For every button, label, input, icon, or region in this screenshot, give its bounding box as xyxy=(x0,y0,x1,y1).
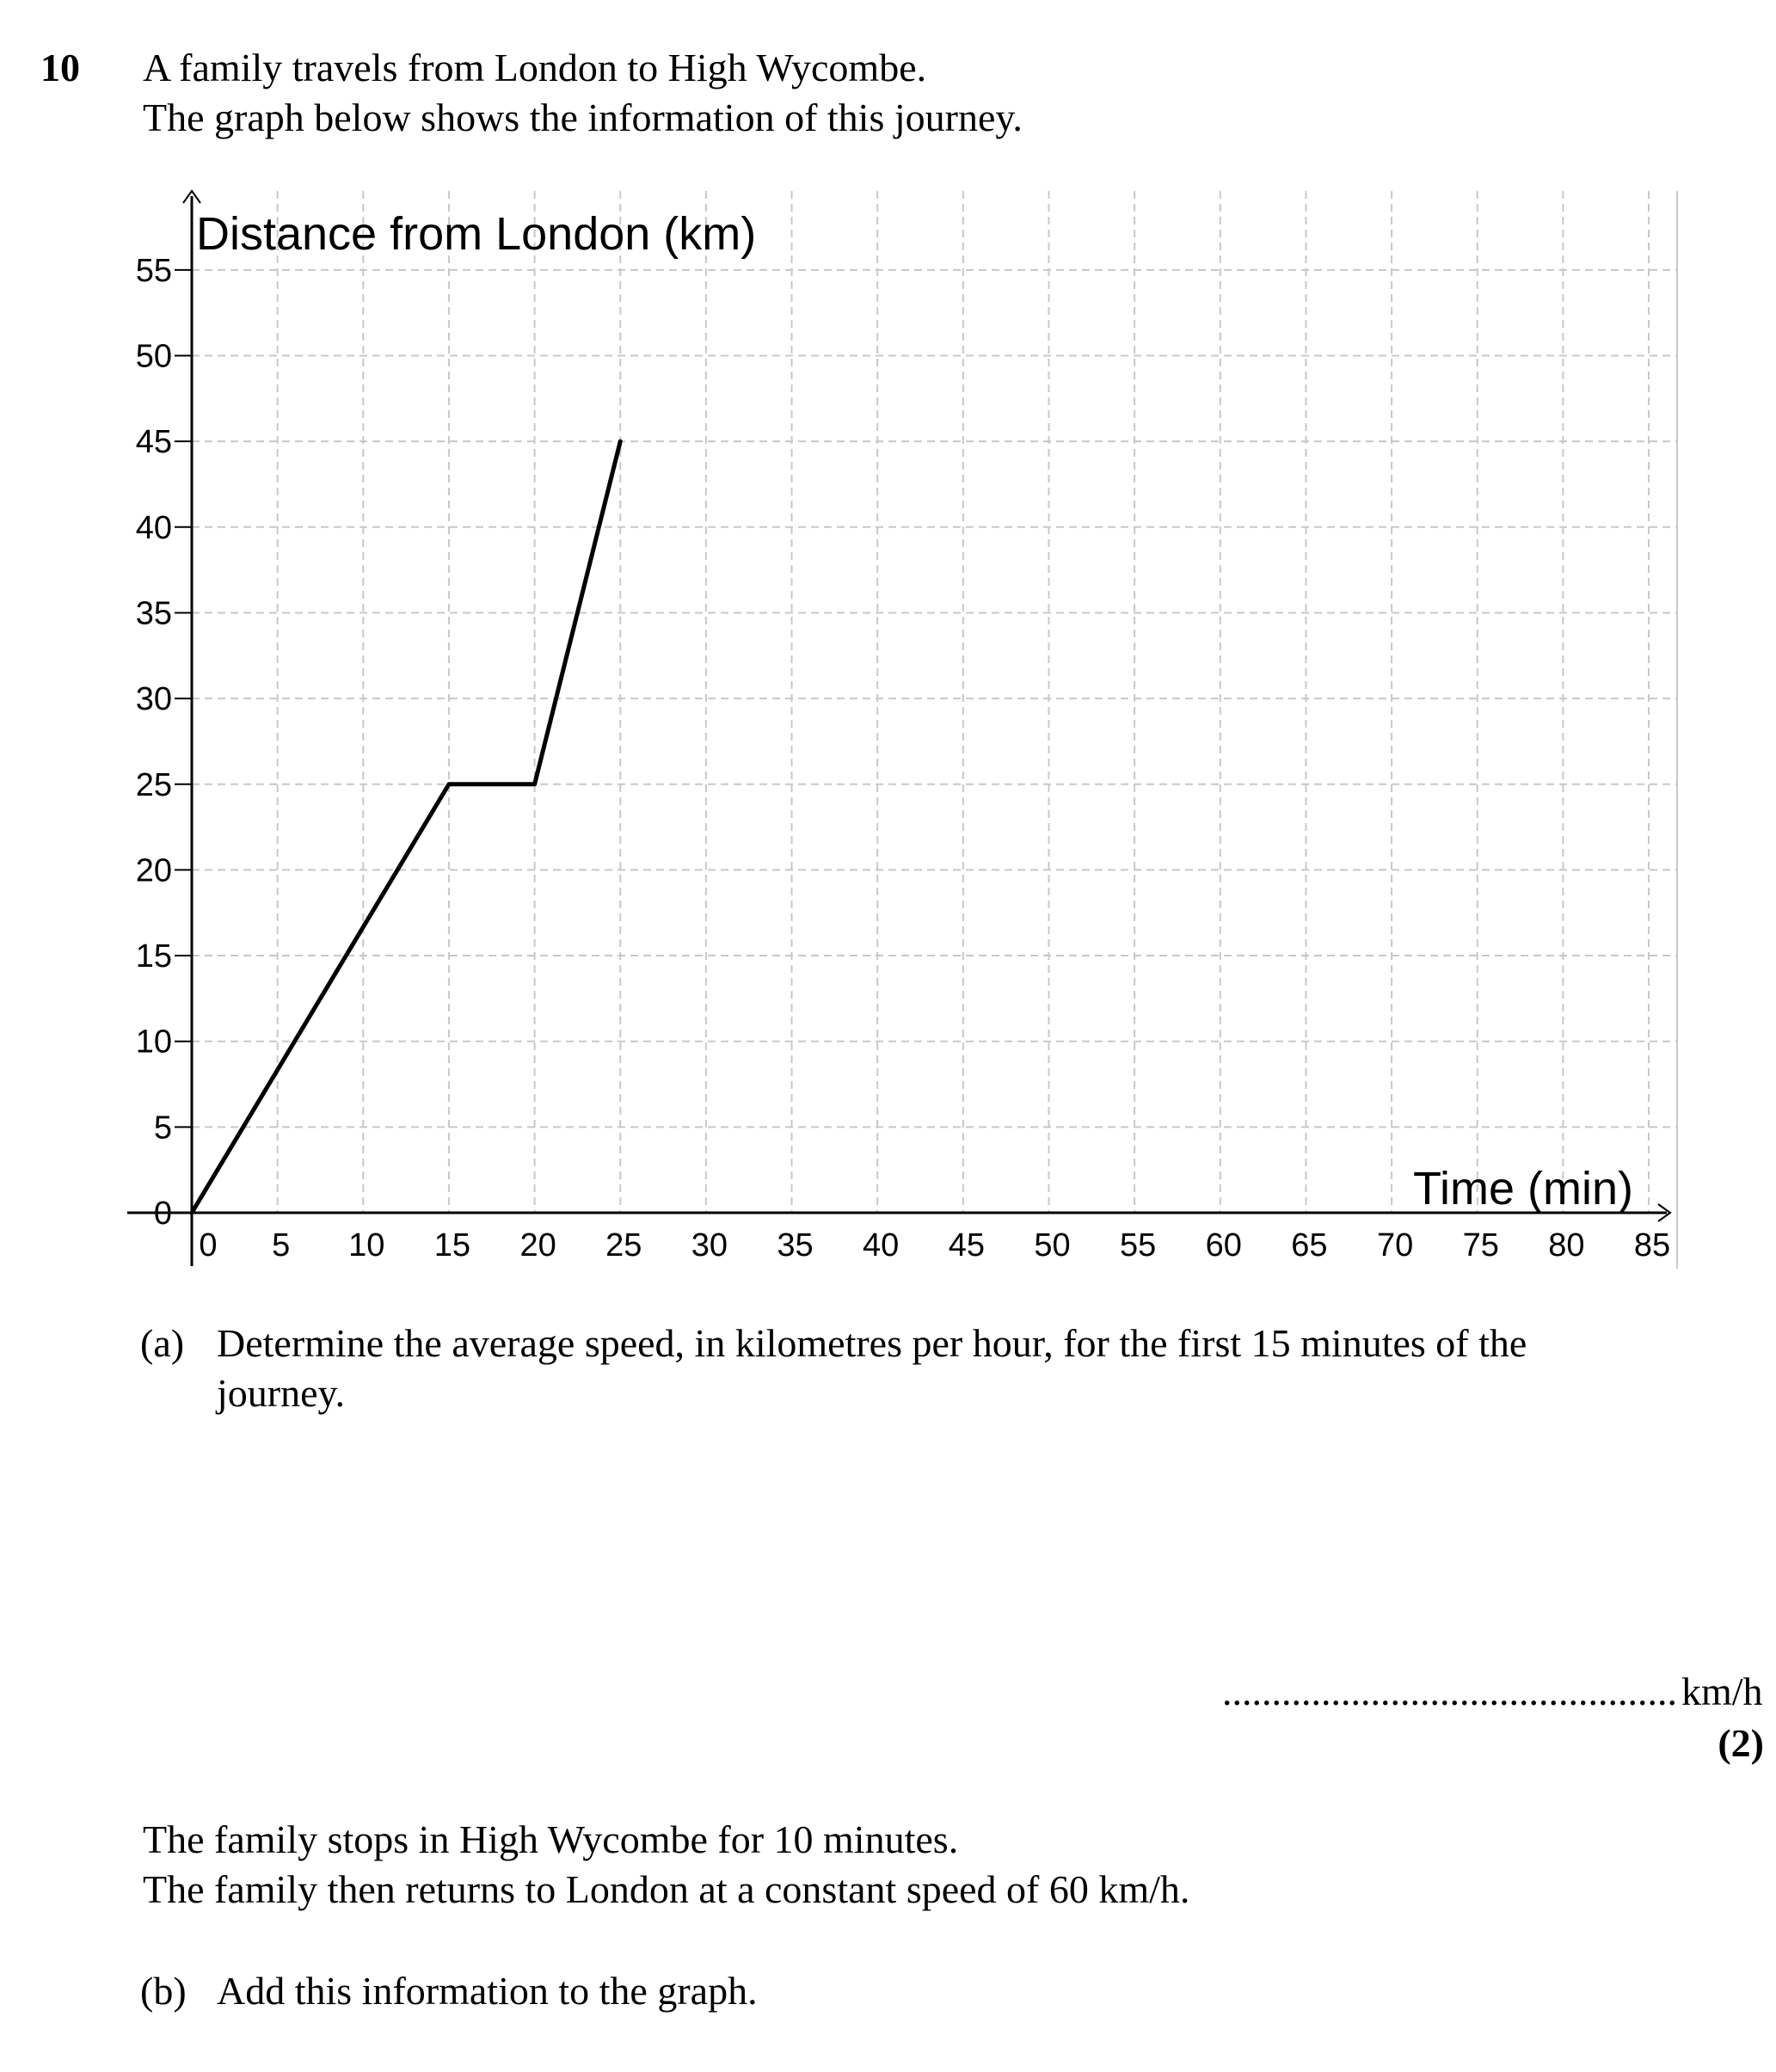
x-tick-label: 20 xyxy=(519,1227,556,1263)
part-b-text: Add this information to the graph. xyxy=(217,1969,758,2013)
x-tick-label: 25 xyxy=(605,1227,642,1263)
x-tick-label: 60 xyxy=(1205,1227,1242,1263)
x-tick-label: 10 xyxy=(348,1227,385,1263)
info-line-1: The family stops in High Wycombe for 10 minutes. xyxy=(143,1817,959,1861)
info-line-2: The family then returns to London at a constant speed of 60 km/h. xyxy=(143,1867,1190,1911)
part-b-label: (b) xyxy=(140,1969,187,2013)
y-tick-label: 40 xyxy=(135,509,172,546)
y-tick-label: 25 xyxy=(135,766,172,803)
y-tick-label: 50 xyxy=(135,338,172,375)
x-tick-label: 40 xyxy=(863,1227,900,1263)
journey-line xyxy=(192,441,620,1213)
x-tick-label: 45 xyxy=(948,1227,985,1263)
x-axis-label: Time (min) xyxy=(1413,1163,1633,1214)
y-tick-label: 5 xyxy=(153,1110,172,1147)
x-tick-label: 30 xyxy=(691,1227,728,1263)
x-tick-label: 85 xyxy=(1633,1227,1671,1263)
intro-line-2: The graph below shows the information of this journey. xyxy=(143,95,1023,139)
chart-axes xyxy=(127,191,1670,1266)
y-tick-label: 45 xyxy=(135,424,172,461)
y-tick-label: 0 xyxy=(153,1196,172,1232)
x-tick-label: 80 xyxy=(1548,1227,1585,1263)
answer-unit: km/h xyxy=(1681,1669,1763,1713)
y-tick-label: 20 xyxy=(135,852,172,889)
y-tick-label: 10 xyxy=(135,1024,172,1061)
x-tick-label: 65 xyxy=(1291,1227,1328,1263)
answer-line[interactable]: .............................................. xyxy=(1222,1669,1677,1713)
y-tick-label: 15 xyxy=(135,938,172,975)
part-a-label: (a) xyxy=(140,1321,185,1365)
x-tick-label: 75 xyxy=(1462,1227,1499,1263)
x-tick-label: 70 xyxy=(1376,1227,1414,1263)
chart-grid xyxy=(192,191,1677,1269)
y-tick-label: 35 xyxy=(135,595,172,632)
x-tick-label: 5 xyxy=(272,1227,291,1263)
x-tick-label: 0 xyxy=(199,1227,218,1263)
intro-line-1: A family travels from London to High Wycombe. xyxy=(143,46,927,89)
x-tick-label: 55 xyxy=(1120,1227,1157,1263)
y-tick-label: 55 xyxy=(135,252,172,289)
y-tick-label: 30 xyxy=(135,681,172,718)
part-a-line-2: journey. xyxy=(217,1371,346,1415)
y-axis-label: Distance from London (km) xyxy=(196,208,757,260)
chart-series xyxy=(192,441,620,1213)
marks-a: (2) xyxy=(1718,1721,1764,1765)
question-number: 10 xyxy=(40,46,80,89)
part-a-line-1: Determine the average speed, in kilometres per hour, for the first 15 minutes of the xyxy=(217,1321,1527,1365)
x-tick-label: 15 xyxy=(433,1227,471,1263)
chart-tick-labels xyxy=(136,253,1670,1263)
x-tick-label: 50 xyxy=(1034,1227,1071,1263)
x-tick-label: 35 xyxy=(777,1227,814,1263)
